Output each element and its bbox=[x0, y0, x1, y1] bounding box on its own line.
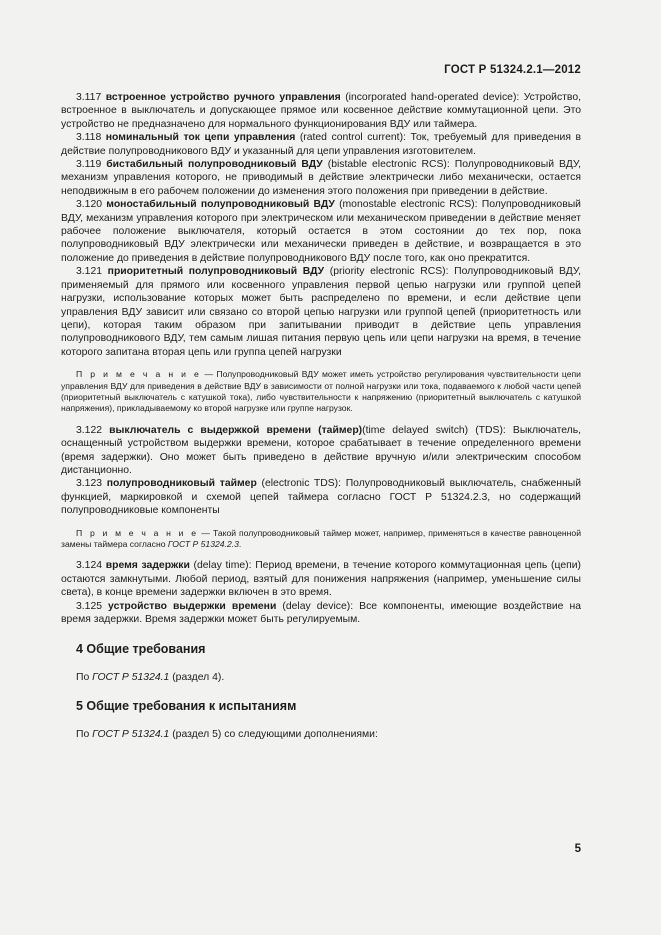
clause-number: 3.118 bbox=[76, 132, 102, 144]
clause-3-124 bbox=[61, 559, 581, 599]
standard-reference: ГОСТ Р 51324.2.3 bbox=[167, 539, 239, 549]
clause-text: (priority electronic RCS): Полупроводниковый ВДУ, применяемый для прямого или косвенного управления первой цепью нагрузки или группой цепей нагрузки, использование которых может быть распределено по времени, и если действие цепи управления ВДУ зависит или связано со второй цепью нагрузки или группой цепей (приоритетность или цепи), которая таким образом при запитывании приводит в действие цепь управления полупроводникового ВДУ, тем самым лишая питания первую цепь или цепи нагрузки на время, в течение которого запитана вторая цепь или группа цепей нагрузки bbox=[61, 266, 582, 358]
clause-3-117 bbox=[61, 91, 581, 131]
section-5-text bbox=[61, 728, 581, 741]
standard-reference: ГОСТ Р 51324.1 bbox=[92, 728, 170, 740]
section-text-post: (раздел 5) со следующими дополнениями: bbox=[169, 728, 378, 740]
note-2 bbox=[61, 528, 581, 551]
page-number: 5 bbox=[574, 843, 581, 855]
clause-term: бистабильный полупроводниковый ВДУ bbox=[106, 159, 323, 171]
clause-3-120 bbox=[61, 198, 581, 265]
document-header: ГОСТ Р 51324.2.1—2012 bbox=[444, 64, 581, 76]
note-label: П р и м е ч а н и е bbox=[76, 527, 199, 538]
clause-3-122 bbox=[61, 424, 581, 478]
clause-number: 3.121 bbox=[76, 266, 103, 278]
clause-text: (time delayed switch) (TDS): Выключатель, оснащенный устройством выдержки времени, которое срабатывает в течение определенного времени (время задержки). Оно может быть приведено в действие вручную и/или электрическим способом дистанционно. bbox=[61, 424, 582, 476]
clause-3-118 bbox=[61, 131, 581, 158]
clause-text: (electronic TDS): Полупроводниковый выключатель, снабженный функцией, маркировкой и схемой цепей таймера согласно ГОСТ Р 51324.2.3, но содержащий полупроводниковые компоненты bbox=[61, 478, 582, 517]
clause-term: приоритетный полупроводниковый ВДУ bbox=[107, 266, 325, 278]
clause-number: 3.124 bbox=[76, 560, 103, 572]
clause-3-123 bbox=[61, 477, 581, 517]
clause-number: 3.122 bbox=[76, 424, 103, 436]
clause-term: номинальный ток цепи управления bbox=[105, 132, 296, 144]
clause-number: 3.119 bbox=[76, 159, 102, 171]
note-label: П р и м е ч а н и е bbox=[76, 369, 202, 380]
note-end: . bbox=[238, 539, 242, 549]
clause-term: моностабильный полупроводниковый ВДУ bbox=[106, 199, 335, 211]
section-5-heading: 5 Общие требования к испытаниям bbox=[76, 699, 297, 714]
clause-3-125 bbox=[61, 600, 581, 627]
section-4-text bbox=[61, 671, 581, 684]
clause-text: (delay time): Период времени, в течение которого коммутационная цепь (цепи) остаются замкнутыми. Любой период, взятый для понижения напряжения (например, уменьшение силы света), в конце времени задержки включен в это время. bbox=[61, 560, 581, 599]
page-content bbox=[61, 91, 581, 741]
clause-number: 3.125 bbox=[76, 600, 103, 612]
section-text-post: (раздел 4). bbox=[169, 671, 225, 683]
standard-reference: ГОСТ Р 51324.1 bbox=[92, 671, 170, 683]
clause-3-121 bbox=[61, 265, 581, 359]
clause-text: (incorporated hand-operated device): Устройство, встроенное в выключатель и допускающее прямое или косвенное действие коммутационной цепи. Это устройство не предназначено для нормального функционирования ВДУ или таймера. bbox=[61, 92, 581, 130]
section-4-heading: 4 Общие требования bbox=[76, 642, 206, 657]
clause-number: 3.117 bbox=[76, 92, 102, 103]
clause-term: время задержки bbox=[105, 560, 190, 572]
clause-text: (rated control current): Ток, требуемый для приведения в действие полупроводникового ВДУ и указанный для цепи управления изготовителем. bbox=[61, 132, 582, 157]
clause-term: выключатель с выдержкой времени (таймер) bbox=[109, 424, 363, 436]
note-text: — Полупроводниковый ВДУ может иметь устройство регулирования чувствительности цепи управления ВДУ для приведения в действие ВДУ в зависимости от полной нагрузки или тока, подаваемого к любой части цепей (приоритетный выключатель с катушкой тока), либо чувствительности к напряжению (приоритетный выключатель с катушкой напряжения), прикладываемому ко второй нагрузке или группе нагрузок. bbox=[61, 369, 581, 414]
note-text: — Такой полупроводниковый таймер может, например, применяться в качестве равноценной замены таймера согласно bbox=[61, 527, 581, 549]
clause-text: (delay device): Все компоненты, имеющие воздействие на время задержки. Время задержки может быть регулируемым. bbox=[61, 600, 581, 626]
clause-term: полупроводниковый таймер bbox=[106, 478, 257, 490]
clause-text: (monostable electronic RCS): Полупроводниковый ВДУ, механизм управления которого при электрическом или механическом приведении в действие меняет рабочее положение выключателя, который остается в этом состоянии до тех пор, пока полупроводниковый ВДУ электрически или механически приведен в действие, и возвращается в это положение до приведения в действие полупроводникового ВДУ после того, как оно прекратится. bbox=[61, 199, 581, 264]
clause-number: 3.123 bbox=[76, 478, 103, 490]
section-text-pre: По bbox=[76, 728, 93, 740]
clause-number: 3.120 bbox=[76, 199, 103, 211]
clause-term: встроенное устройство ручного управления bbox=[105, 92, 341, 103]
clause-text: (bistable electronic RCS): Полупроводниковый ВДУ, механизм управления которого, не приводимый в действие электрически либо механически, остается неподвижным в его рабочем положении до изменения этого положения при приведении в действие. bbox=[61, 159, 581, 197]
clause-term: устройство выдержки времени bbox=[108, 600, 277, 612]
note-1 bbox=[61, 369, 581, 415]
clause-3-119 bbox=[61, 158, 581, 198]
section-text-pre: По bbox=[76, 671, 93, 683]
